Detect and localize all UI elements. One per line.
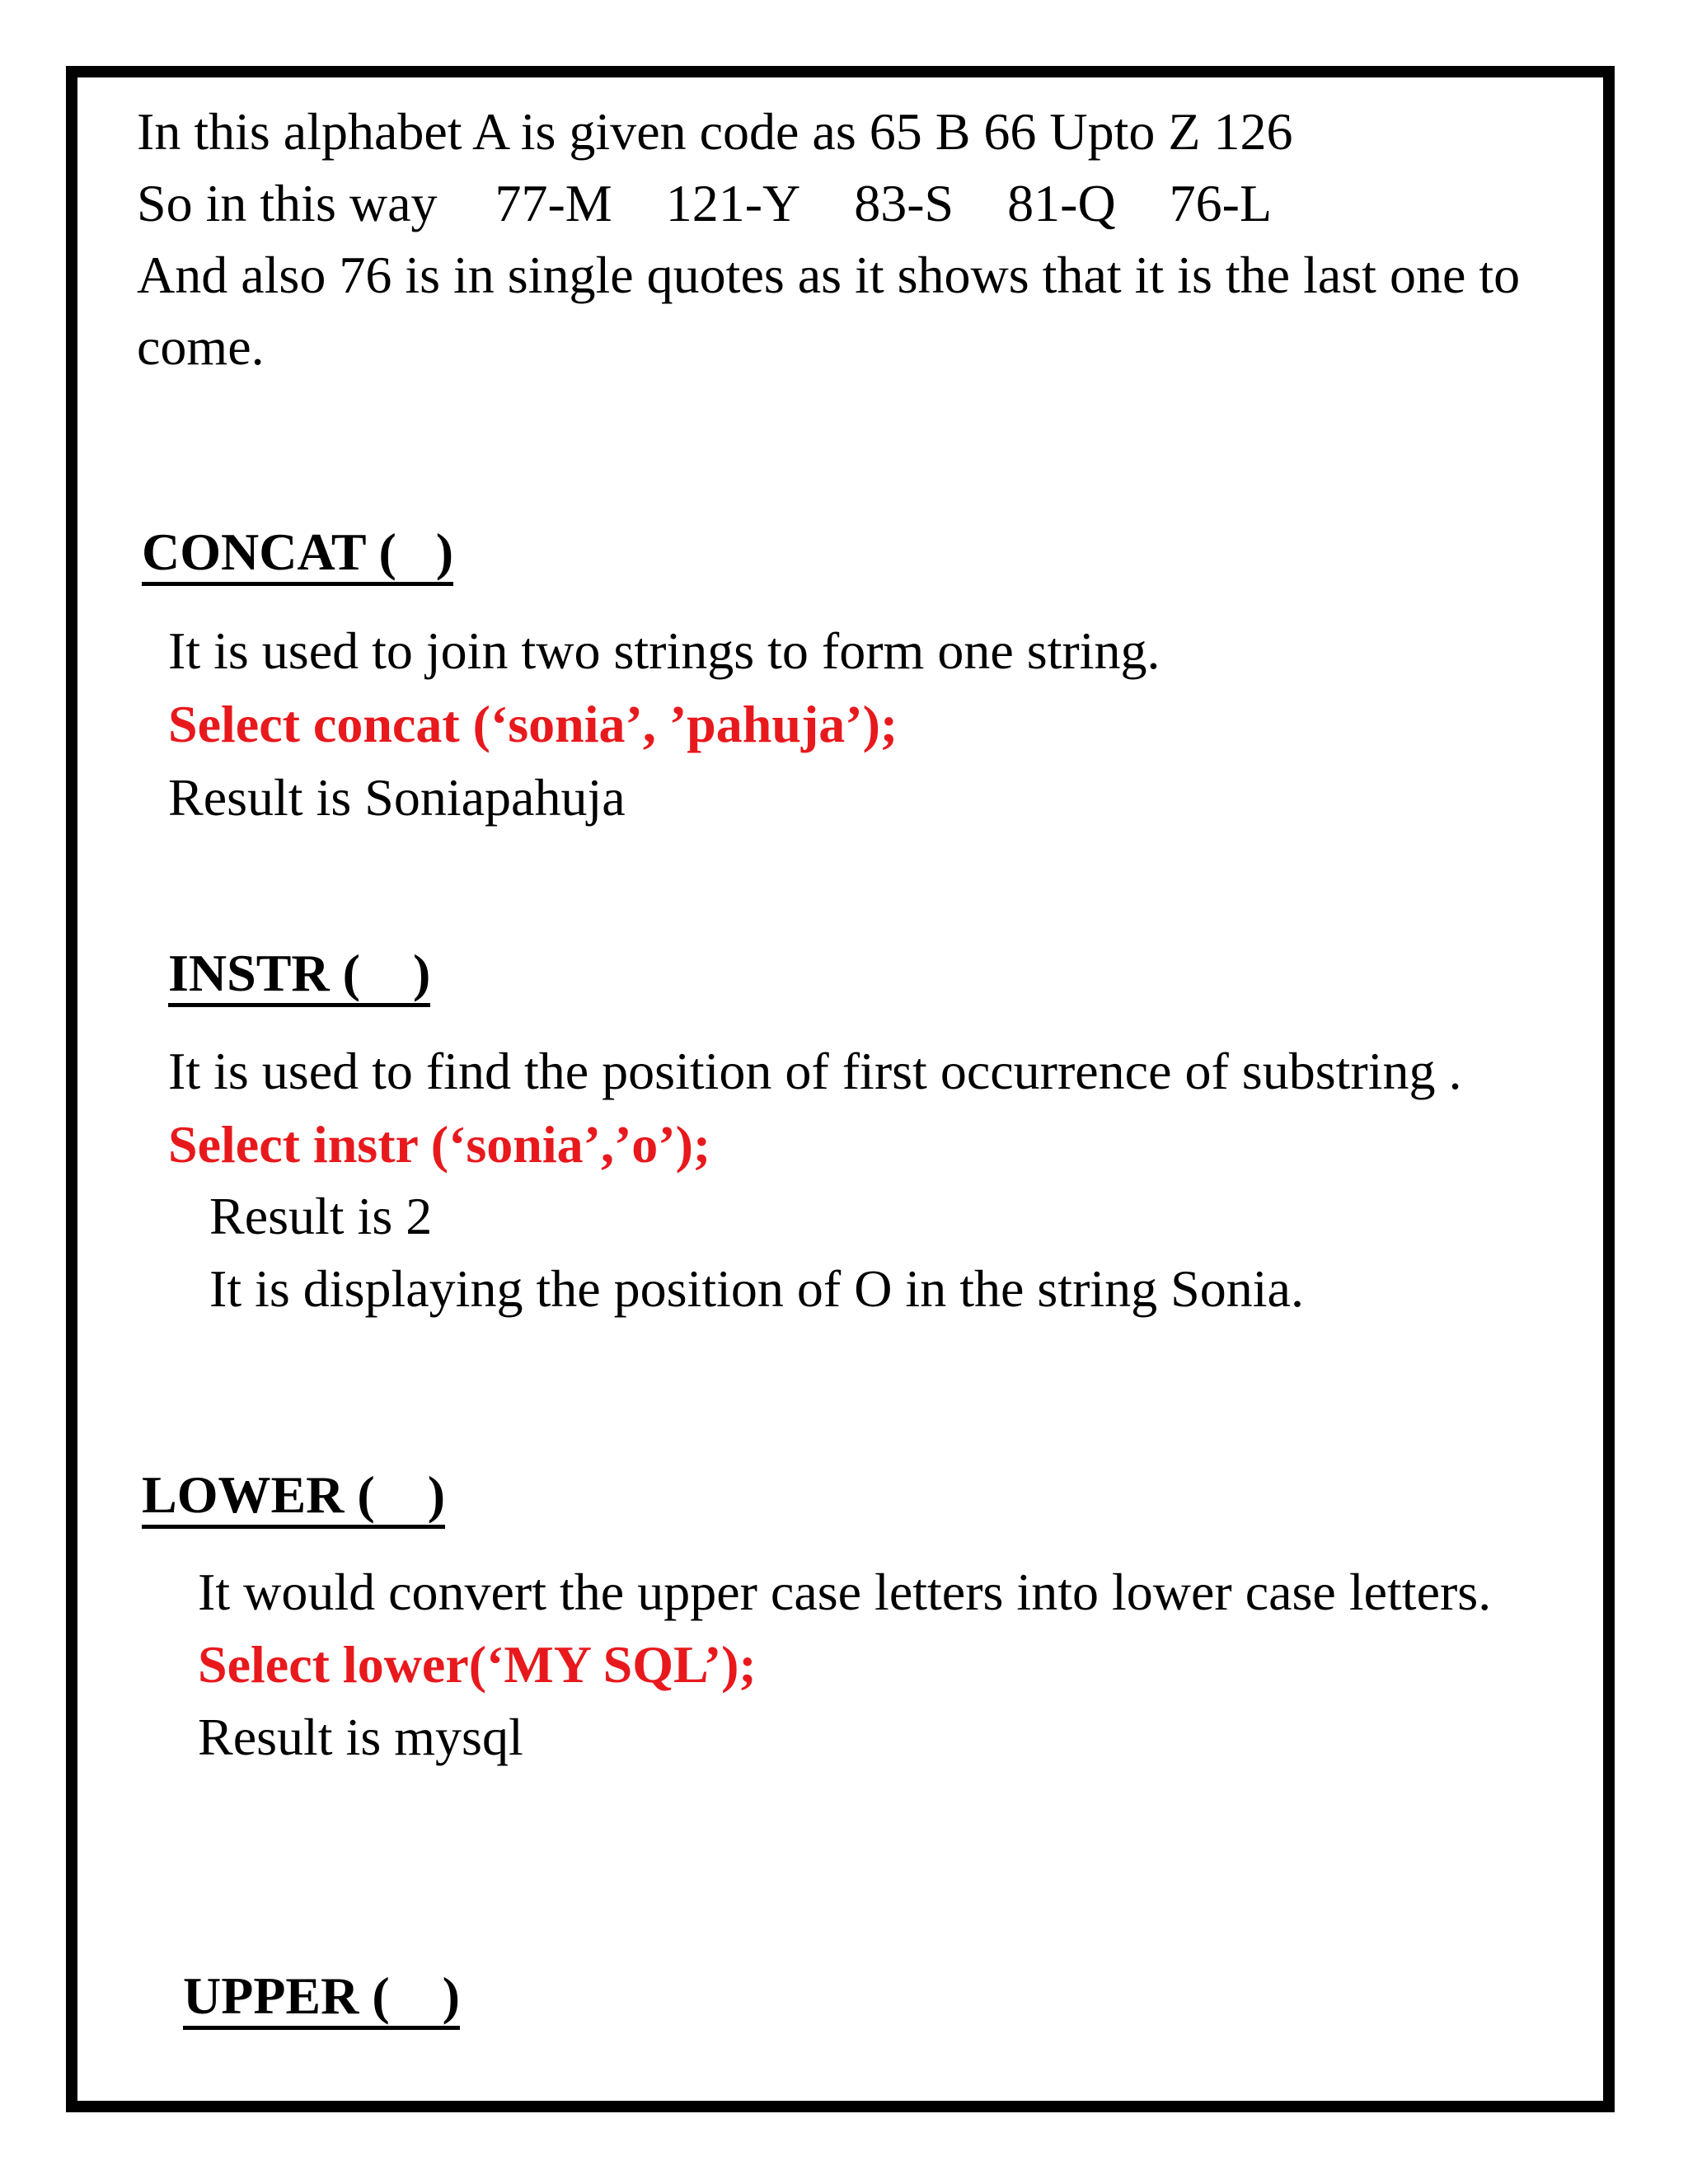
code-item-q: 81-Q xyxy=(1007,174,1116,232)
concat-description: It is used to join two strings to form one string. xyxy=(168,621,1160,680)
lower-result: Result is mysql xyxy=(198,1708,523,1766)
concat-result: Result is Soniapahuja xyxy=(168,768,626,827)
intro-line-3: And also 76 is in single quotes as it shows that it is the last one to xyxy=(137,246,1521,304)
code-item-m: 77-M xyxy=(495,174,612,232)
lower-description: It would convert the upper case letters into lower case letters. xyxy=(198,1563,1492,1621)
upper-heading: UPPER ( ) xyxy=(183,1970,460,2030)
code-item-l: 76-L xyxy=(1169,174,1273,232)
code-item-y: 121-Y xyxy=(665,174,801,232)
concat-heading: CONCAT ( ) xyxy=(142,526,453,586)
code-item-s: 83-S xyxy=(854,174,954,232)
lower-query: Select lower(‘MY SQL’); xyxy=(198,1635,757,1694)
concat-query: Select concat (‘sonia’, ’pahuja’); xyxy=(168,695,898,753)
intro-line-2-lead: So in this way xyxy=(137,174,438,232)
lower-heading: LOWER ( ) xyxy=(142,1469,445,1529)
intro-line-4: come. xyxy=(137,317,265,376)
intro-line-1: In this alphabet A is given code as 65 B 66 Upto Z 126 xyxy=(137,102,1293,161)
instr-result: Result is 2 xyxy=(209,1187,433,1245)
instr-query: Select instr (‘sonia’,’o’); xyxy=(168,1115,711,1174)
instr-note: It is displaying the position of O in the string Sonia. xyxy=(209,1259,1304,1318)
instr-heading: INSTR ( ) xyxy=(168,947,430,1007)
intro-line-2 xyxy=(137,174,1273,232)
instr-description: It is used to find the position of first occurrence of substring . xyxy=(168,1042,1462,1100)
